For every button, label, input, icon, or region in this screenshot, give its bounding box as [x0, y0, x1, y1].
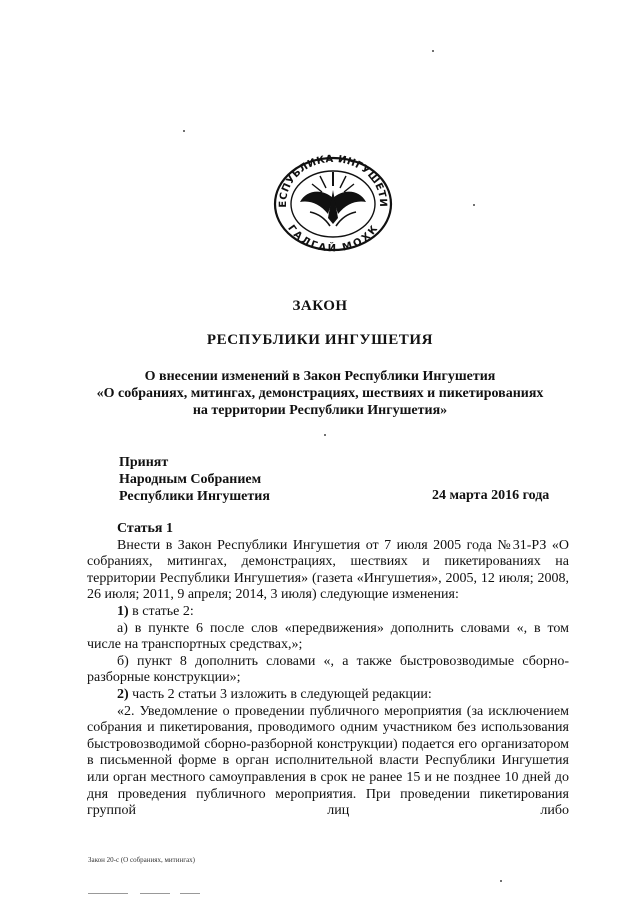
item-1-b: б) пункт 8 дополнить словами «, а также быстровозводимые сборно-разборные конструкции»; — [87, 653, 569, 686]
subtitle-line-3: на территории Республики Ингушетия» — [192, 403, 448, 418]
quoted-amendment: «2. Уведомление о проведении публичного мероприятия (за исключением собрания и пикетирования, проводимого одним участником без использования быстровозводимой сборно-разборной конструкции) подается его организатором в письменной форме в орган исполнительной власти Республики Ингушетия или орган местного самоуправления в срок не ранее 15 и не позднее 10 дней до дня проведения публичного мероприятия. При проведении пикетирования группой лиц либо — [87, 703, 569, 819]
article-intro: Внести в Закон Республики Ингушетия от 7 июля 2005 года №31-РЗ «О собраниях, митингах, демонстрациях, шествиях и пикетированиях на территории Республики Ингушетия» (газета «Ингушетия», 2005, 12 июля; 2008, 26 июля; 2011, 9 апреля; 2014, 3 июля) следующие изменения: — [87, 537, 569, 603]
adopted-by-line-2: Республики Ингушетия — [119, 489, 270, 504]
republic-title: РЕСПУБЛИКИ ИНГУШЕТИЯ — [206, 332, 434, 348]
item-2 — [87, 687, 569, 704]
scan-edge-mark — [140, 893, 170, 894]
adopted-by-line-1: Народным Собранием — [119, 472, 262, 487]
scan-speck — [324, 434, 326, 436]
footer-note: Закон 20-с (О собраниях, митингах) — [88, 856, 196, 864]
item-2-number: 2) — [117, 686, 129, 702]
adoption-block — [119, 454, 270, 505]
item-2-text: часть 2 статьи 3 изложить в следующей редакции: — [128, 686, 432, 702]
item-1 — [87, 604, 569, 621]
item-1-number: 1) — [117, 603, 129, 619]
adopted-label: Принят — [119, 455, 169, 470]
item-1-a: а) в пункте 6 после слов «передвижения» дополнить словами «, в том числе на транспортных средствах,»; — [87, 620, 569, 653]
subtitle-line-2: «О собраниях, митингах, демонстрациях, шествиях и пикетированиях — [96, 386, 544, 401]
svg-text:ГАЛГАЙ МОХК: ГАЛГАЙ МОХК — [285, 223, 381, 252]
scan-speck — [183, 130, 185, 132]
scan-speck — [432, 50, 434, 52]
article-body — [87, 521, 569, 820]
svg-text:РЕСПУБЛИКА ИНГУШЕТИЯ: ЕСПУБЛИКА ИНГУШЕТИ — [277, 153, 389, 208]
article-heading: Статья 1 — [117, 521, 173, 536]
adoption-date: 24 марта 2016 года — [432, 488, 550, 503]
coat-of-arms-icon — [270, 152, 396, 252]
scan-speck — [473, 204, 475, 206]
document-type-title: ЗАКОН — [292, 298, 348, 314]
scan-edge-mark — [88, 893, 128, 894]
scan-edge-mark — [180, 893, 200, 894]
subtitle-line-1: О внесении изменений в Закон Республики Ингушетия — [144, 369, 496, 384]
scan-speck — [500, 880, 502, 882]
item-1-text: в статье 2: — [128, 603, 194, 619]
